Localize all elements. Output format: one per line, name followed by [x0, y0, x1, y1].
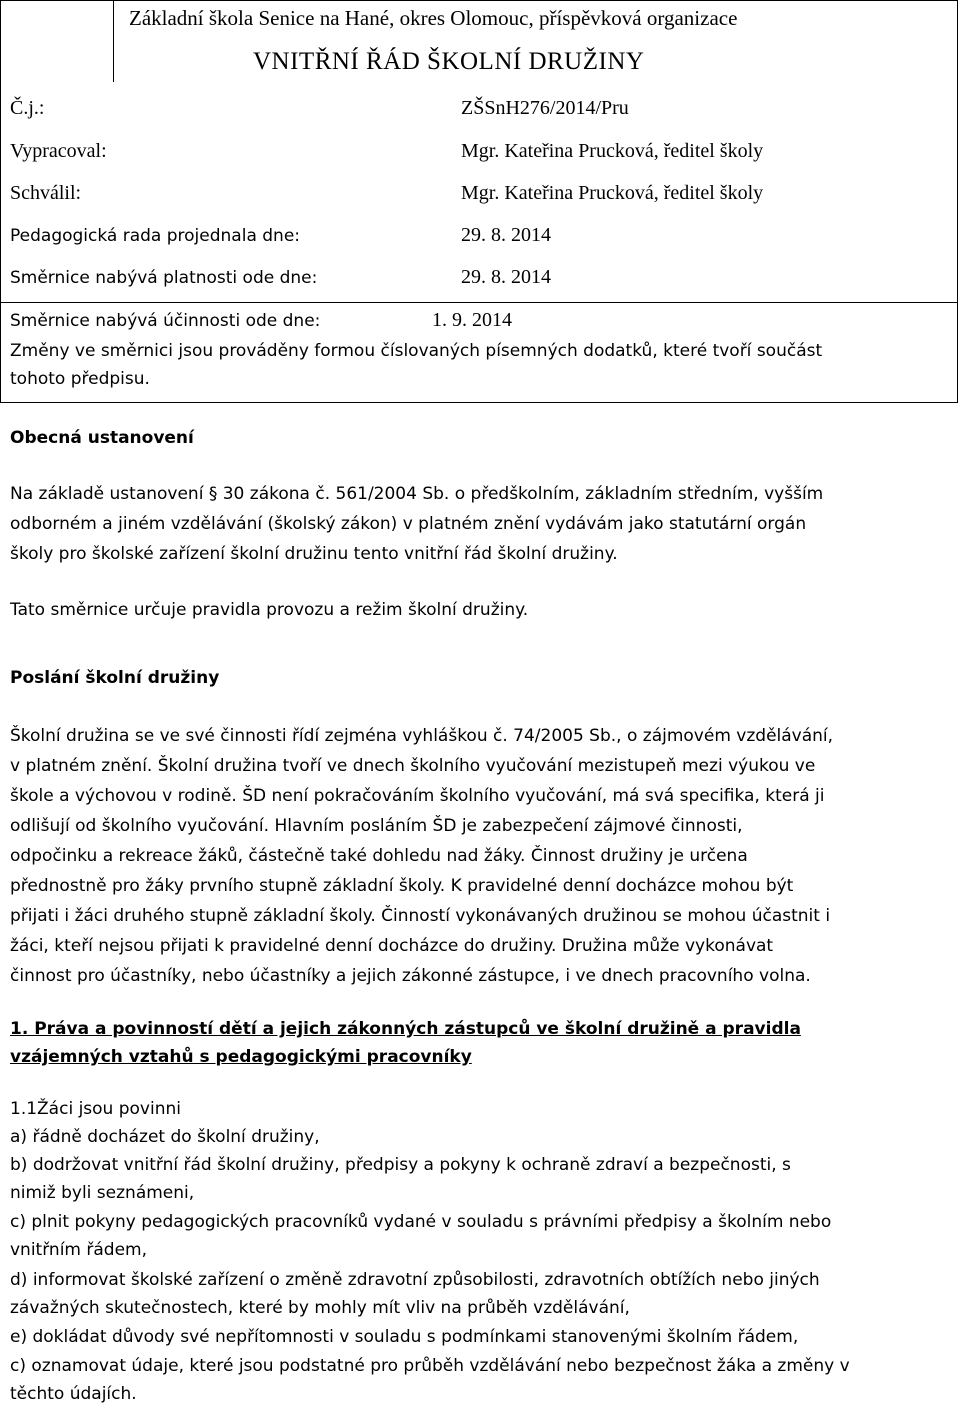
section1-line: c) plnit pokyny pedagogických pracovníků vydané v souladu s právními předpisy a školním nebo — [10, 1212, 832, 1232]
section1-line: d) informovat školské zařízení o změně zdravotní způsobilosti, zdravotních obtížích nebo jiných — [10, 1270, 820, 1290]
council-value: 29. 8. 2014 — [461, 224, 551, 246]
prepared-label: Vypracoval: — [10, 140, 107, 162]
mission-line: odlišují od školního vyučování. Hlavním posláním ŠD je zabezpečení zájmové činnosti, — [10, 816, 743, 836]
section1-line: b) dodržovat vnitřní řád školní družiny, předpisy a pokyny k ochraně zdraví a bezpečnosti, s — [10, 1155, 791, 1175]
validity-value: 29. 8. 2014 — [461, 266, 551, 288]
changes-note-line2: tohoto předpisu. — [10, 369, 150, 389]
section1-line: e) dokládat důvody své nepřítomnosti v souladu s podmínkami stanovenými školním řádem, — [10, 1327, 799, 1347]
changes-note-line1: Změny ve směrnici jsou prováděny formou číslovaných písemných dodatků, které tvoří součást — [10, 341, 823, 361]
section1-line: c) oznamovat údaje, které jsou podstatné pro průběh vzdělávání nebo bezpečnost žáka a změny v — [10, 1356, 850, 1376]
table-border-left — [0, 0, 1, 403]
mission-line: přijati i žáci druhého stupně základní školy. Činností vykonávaných družinou se mohou účastnit i — [10, 906, 831, 926]
header-table — [0, 0, 958, 403]
ref-value: ZŠSnH276/2014/Pru — [461, 97, 629, 119]
table-border-right — [957, 0, 958, 403]
general-para1-line1: Na základě ustanovení § 30 zákona č. 561/2004 Sb. o předškolním, základním středním, vyšším — [10, 484, 824, 504]
section1-line: vnitřním řádem, — [10, 1240, 147, 1260]
school-name: Základní škola Senice na Hané, okres Olomouc, příspěvková organizace — [129, 6, 738, 30]
table-row-divider — [0, 302, 958, 303]
section1-line: a) řádně docházet do školní družiny, — [10, 1127, 320, 1147]
mission-line: přednostně pro žáky prvního stupně základní školy. K pravidelné denní docházce mohou být — [10, 876, 794, 896]
mission-line: škole a výchovou v rodině. ŠD není pokračováním školního vyučování, má svá specifika, která ji — [10, 786, 825, 806]
section1-heading-line1: 1. Práva a povinností dětí a jejich zákonných zástupců ve školní družině a pravidla — [10, 1019, 801, 1039]
section1-line: těchto údajích. — [10, 1384, 137, 1404]
general-heading: Obecná ustanovení — [10, 428, 194, 448]
prepared-value: Mgr. Kateřina Prucková, ředitel školy — [461, 140, 764, 162]
section1-heading-line2: vzájemných vztahů s pedagogickými pracovníky — [10, 1047, 472, 1067]
general-para2: Tato směrnice určuje pravidla provozu a režim školní družiny. — [10, 600, 529, 620]
mission-line: činnost pro účastníky, nebo účastníky a jejich zákonné zástupce, i ve dnech pracovního volna. — [10, 966, 811, 986]
section1-line: nimiž byli seznámeni, — [10, 1183, 195, 1203]
table-border-bottom — [0, 402, 958, 403]
approved-label: Schválil: — [10, 182, 82, 204]
council-label: Pedagogická rada projednala dne: — [10, 226, 301, 246]
table-border-top — [0, 0, 958, 1]
mission-line: Školní družina se ve své činnosti řídí zejména vyhláškou č. 74/2005 Sb., o zájmovém vzdělávání, — [10, 726, 834, 746]
general-para1-line2: odborném a jiném vzdělávání (školský zákon) v platném znění vydávám jako statutární orgán — [10, 514, 807, 534]
effect-value: 1. 9. 2014 — [432, 309, 512, 331]
document-title: VNITŘNÍ ŘÁD ŠKOLNÍ DRUŽINY — [253, 48, 645, 75]
ref-label: Č.j.: — [10, 97, 45, 119]
general-para1-line3: školy pro školské zařízení školní družinu tento vnitřní řád školní družiny. — [10, 544, 618, 564]
effect-label: Směrnice nabývá účinnosti ode dne: — [10, 311, 321, 331]
mission-line: odpočinku a rekreace žáků, částečně také dohledu nad žáky. Činnost družiny je určena — [10, 846, 748, 866]
section1-line: závažných skutečnostech, které by mohly mít vliv na průběh vzdělávání, — [10, 1298, 630, 1318]
mission-heading: Poslání školní družiny — [10, 668, 220, 688]
mission-line: žáci, kteří nejsou přijati k pravidelné denní docházce do družiny. Družina může vykonávat — [10, 936, 774, 956]
approved-value: Mgr. Kateřina Prucková, ředitel školy — [461, 182, 764, 204]
table-column-divider — [113, 0, 114, 82]
section1-line: 1.1Žáci jsou povinni — [10, 1099, 181, 1119]
validity-label: Směrnice nabývá platnosti ode dne: — [10, 268, 318, 288]
mission-line: v platném znění. Školní družina tvoří ve dnech školního vyučování mezistupeň mezi výukou ve — [10, 756, 816, 776]
